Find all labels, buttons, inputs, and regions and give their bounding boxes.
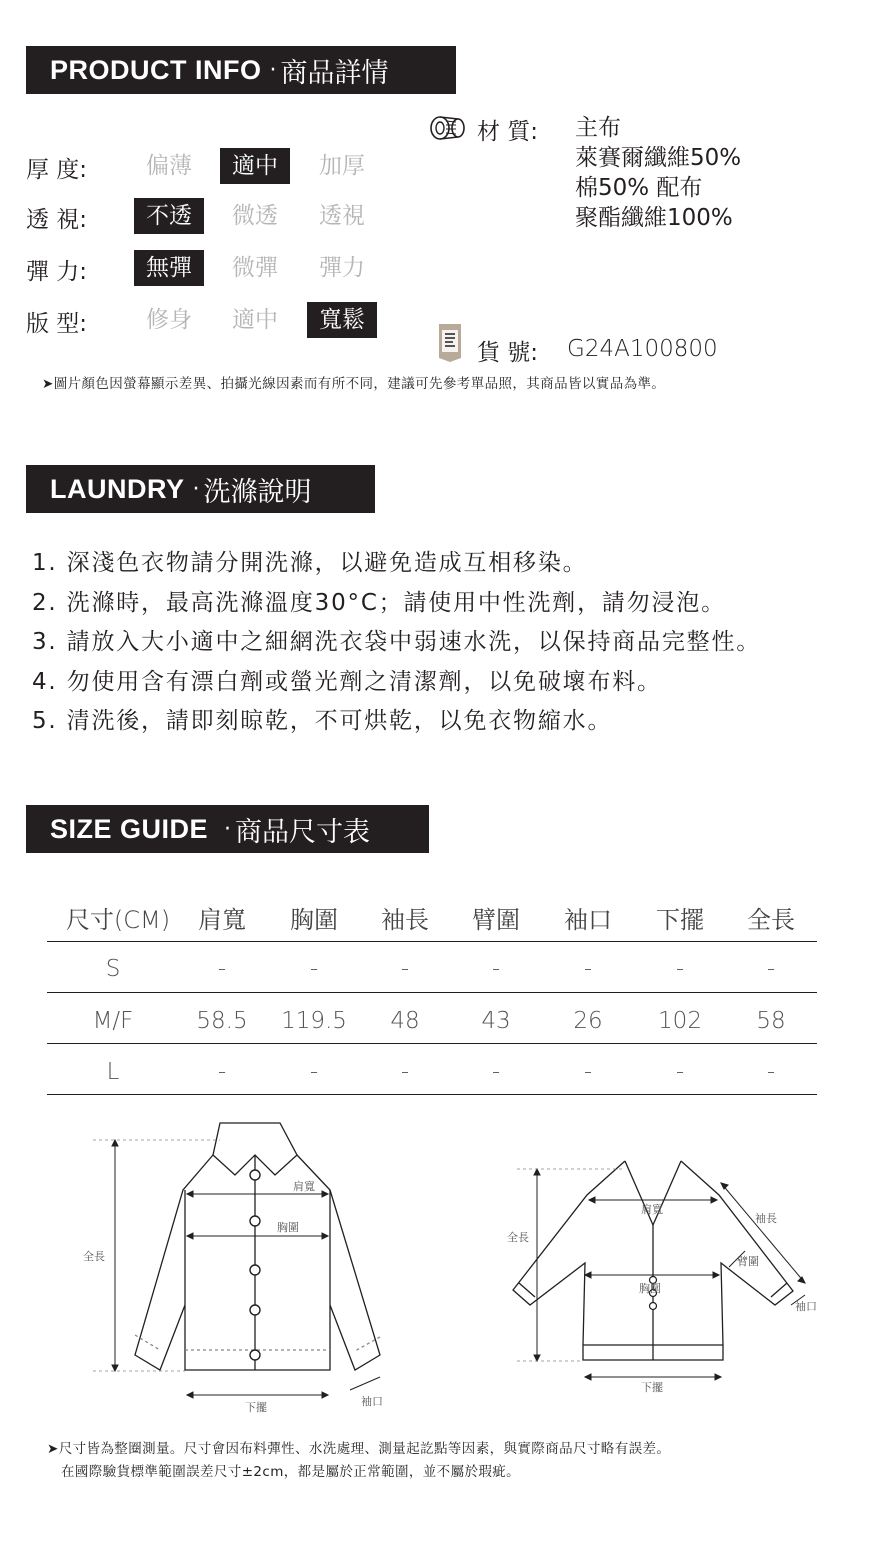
attr-option-elasticity: 微彈 xyxy=(232,255,278,281)
attr-option-elasticity: 彈力 xyxy=(319,255,365,281)
diagram-label-shoulder: 肩寬 xyxy=(293,1180,315,1193)
attr-label-elasticity: 彈 力: xyxy=(26,259,88,285)
diagram-label-hem: 下擺 xyxy=(641,1381,663,1394)
table-cell: - xyxy=(491,1059,501,1085)
laundry-title-zh: 洗滌說明 xyxy=(203,476,312,508)
table-cell: - xyxy=(675,956,685,982)
table-cell: M/F xyxy=(92,1008,134,1034)
diagram-label-chest: 胸圍 xyxy=(639,1282,661,1295)
table-cell: 58 xyxy=(756,1008,786,1034)
attr-option-fit: 修身 xyxy=(146,307,192,333)
attr-option-thickness: 偏薄 xyxy=(146,153,192,179)
diagram-label-length: 全長 xyxy=(83,1250,105,1263)
table-header-cell: 全長 xyxy=(747,906,795,934)
material-line: 主布 xyxy=(575,115,621,141)
material-label: 材 質: xyxy=(477,119,539,145)
attr-option-transparency: 不透 xyxy=(134,198,204,234)
size-note: ➤尺寸皆為整圈測量。尺寸會因布料彈性、水洗處理、測量起訖點等因素，與實際商品尺寸略有誤差。 xyxy=(47,1441,671,1457)
attr-option-fit: 寬鬆 xyxy=(307,302,377,338)
item-no-value: G24A100800 xyxy=(567,336,718,362)
diagram-label-sleeve: 袖長 xyxy=(755,1212,777,1225)
table-header-cell: 袖口 xyxy=(564,906,612,934)
attr-option-fit: 適中 xyxy=(232,307,278,333)
title-dot: · xyxy=(192,476,200,502)
table-cell: 58.5 xyxy=(196,1008,248,1034)
material-line: 聚酯纖維100% xyxy=(575,205,733,231)
cardigan-measure-diagram xyxy=(505,1155,825,1400)
table-cell: L xyxy=(106,1059,120,1085)
color-disclaimer: ➤圖片顏色因螢幕顯示差異、拍攝光線因素而有所不同，建議可先參考單品照，其商品皆以實品為準。 xyxy=(42,376,666,392)
attr-label-thickness: 厚 度: xyxy=(26,157,88,183)
attr-label-fit: 版 型: xyxy=(26,311,88,337)
product-info-title-en: PRODUCT INFO xyxy=(50,54,262,85)
product-info-header xyxy=(26,46,456,94)
diagram-label-arm: 臂圍 xyxy=(737,1255,759,1268)
table-header-cell: 下擺 xyxy=(656,906,704,934)
diagram-label-length: 全長 xyxy=(507,1231,529,1244)
table-cell: - xyxy=(675,1059,685,1085)
table-rule xyxy=(47,941,817,942)
diagram-label-chest: 胸圍 xyxy=(277,1221,299,1234)
item-no-label: 貨 號: xyxy=(477,340,539,366)
product-info-title-zh: 商品詳情 xyxy=(280,57,389,89)
table-cell: 102 xyxy=(658,1008,702,1034)
size-guide-title-en: SIZE GUIDE xyxy=(50,813,209,844)
table-rule xyxy=(47,1094,817,1095)
size-guide-title-zh: 商品尺寸表 xyxy=(235,816,371,848)
material-line: 萊賽爾纖維50% xyxy=(575,145,742,171)
table-cell: - xyxy=(766,956,776,982)
laundry-item: 1. 深淺色衣物請分開洗滌，以避免造成互相移染。 xyxy=(32,550,588,576)
attr-option-thickness: 適中 xyxy=(220,148,290,184)
diagram-label-hem: 下擺 xyxy=(245,1401,267,1414)
table-header-cell: 肩寬 xyxy=(198,906,246,934)
table-cell: - xyxy=(400,1059,410,1085)
table-rule xyxy=(47,992,817,993)
diagram-label-shoulder: 肩寬 xyxy=(641,1203,663,1216)
table-rule xyxy=(47,1043,817,1044)
table-cell: - xyxy=(766,1059,776,1085)
laundry-item: 2. 洗滌時，最高洗滌溫度30°C；請使用中性洗劑，請勿浸泡。 xyxy=(32,590,726,616)
thread-spool-icon xyxy=(428,113,466,143)
table-cell: 119.5 xyxy=(281,1008,347,1034)
table-header-cell: 袖長 xyxy=(381,906,429,934)
attr-option-transparency: 透視 xyxy=(319,203,365,229)
title-dot: · xyxy=(269,57,277,83)
laundry-header xyxy=(26,465,375,513)
table-cell: 48 xyxy=(390,1008,420,1034)
table-cell: - xyxy=(217,956,227,982)
attr-option-thickness: 加厚 xyxy=(319,153,365,179)
table-header-cell: 尺寸(CM) xyxy=(65,906,171,934)
table-header-cell: 臂圍 xyxy=(472,906,520,934)
table-cell: 26 xyxy=(573,1008,603,1034)
table-cell: - xyxy=(583,956,593,982)
table-cell: - xyxy=(583,1059,593,1085)
table-cell: - xyxy=(491,956,501,982)
table-cell: - xyxy=(400,956,410,982)
table-cell: - xyxy=(309,1059,319,1085)
diagram-label-cuff: 袖口 xyxy=(361,1395,383,1408)
diagram-label-cuff: 袖口 xyxy=(795,1300,817,1313)
size-note: 在國際驗貨標準範圍誤差尺寸±2cm，都是屬於正常範圍，並不屬於瑕疵。 xyxy=(61,1464,521,1480)
laundry-item: 4. 勿使用含有漂白劑或螢光劑之清潔劑，以免破壞布料。 xyxy=(32,669,662,695)
table-cell: S xyxy=(105,956,121,982)
attr-option-transparency: 微透 xyxy=(232,203,278,229)
jacket-measure-diagram xyxy=(75,1115,395,1420)
laundry-title-en: LAUNDRY xyxy=(50,473,185,504)
material-lines xyxy=(575,113,741,233)
title-dot: · xyxy=(224,816,232,842)
table-cell: - xyxy=(217,1059,227,1085)
laundry-item: 3. 請放入大小適中之細網洗衣袋中弱速水洗，以保持商品完整性。 xyxy=(32,629,762,655)
size-guide-header xyxy=(26,805,429,853)
table-cell: - xyxy=(309,956,319,982)
tag-icon xyxy=(437,322,463,364)
material-line: 棉50% 配布 xyxy=(575,175,703,201)
table-cell: 43 xyxy=(481,1008,511,1034)
attr-option-elasticity: 無彈 xyxy=(134,250,204,286)
attr-label-transparency: 透 視: xyxy=(26,207,88,233)
table-header-cell: 胸圍 xyxy=(290,906,338,934)
laundry-item: 5. 清洗後，請即刻晾乾，不可烘乾，以免衣物縮水。 xyxy=(32,708,613,734)
